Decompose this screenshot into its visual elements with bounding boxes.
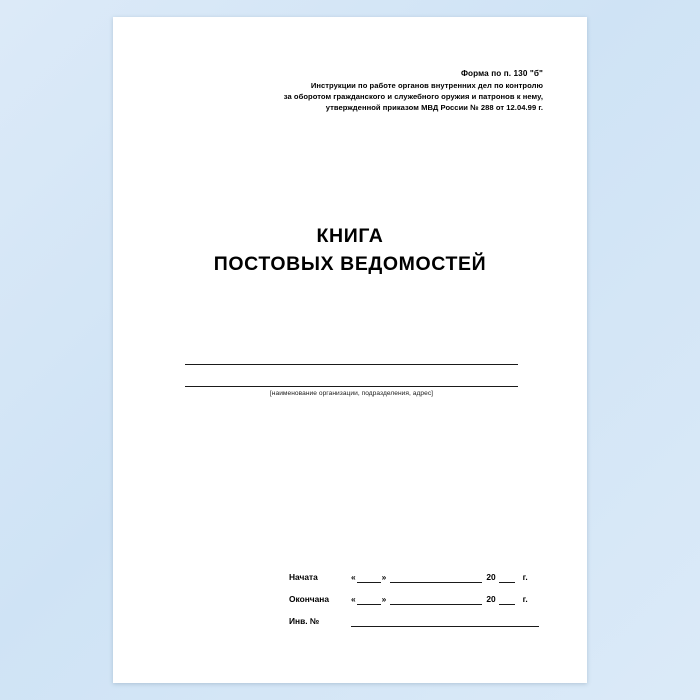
title-line-1: КНИГА (316, 225, 384, 247)
organization-line-2[interactable] (185, 365, 518, 387)
finished-quote-close: » (381, 594, 387, 604)
field-row-inventory (289, 616, 539, 627)
started-quote-open: « (351, 572, 356, 582)
started-year-suffix: г. (522, 572, 528, 582)
inventory-number-input[interactable] (351, 617, 539, 627)
started-year-prefix: 20 (486, 572, 496, 582)
finished-label: Окончана (289, 594, 330, 604)
organization-caption: [наименование организации, подразделения, адрес] (269, 390, 434, 397)
finished-month-input[interactable] (390, 595, 482, 605)
started-month-input[interactable] (390, 573, 482, 583)
document-header (213, 69, 543, 113)
started-quote-close: » (381, 572, 387, 582)
header-line-2: за оборотом гражданского и служебного оружия и патронов к нему, (283, 91, 543, 101)
started-day-input[interactable] (357, 573, 381, 583)
document-page (113, 17, 587, 683)
document-title (113, 222, 587, 279)
header-line-3: утвержденной приказом МВД России № 288 от 12.04.99 г. (325, 102, 543, 112)
organization-fields (185, 342, 518, 397)
finished-quote-open: « (351, 594, 356, 604)
inventory-label: Инв. № (289, 616, 320, 626)
started-year-input[interactable] (499, 573, 515, 583)
finished-day-input[interactable] (357, 595, 381, 605)
finished-year-input[interactable] (499, 595, 515, 605)
finished-year-prefix: 20 (486, 594, 496, 604)
form-number: Форма по п. 130 "б" (460, 69, 543, 78)
finished-year-suffix: г. (522, 594, 528, 604)
document-footer (289, 572, 539, 627)
field-row-finished (289, 594, 539, 605)
started-label: Начата (289, 572, 318, 582)
title-line-2: ПОСТОВЫХ ВЕДОМОСТЕЙ (213, 253, 487, 276)
organization-line-1[interactable] (185, 342, 518, 365)
field-row-started (289, 572, 539, 583)
header-line-1: Инструкции по работе органов внутренних дел по контролю (310, 81, 543, 90)
